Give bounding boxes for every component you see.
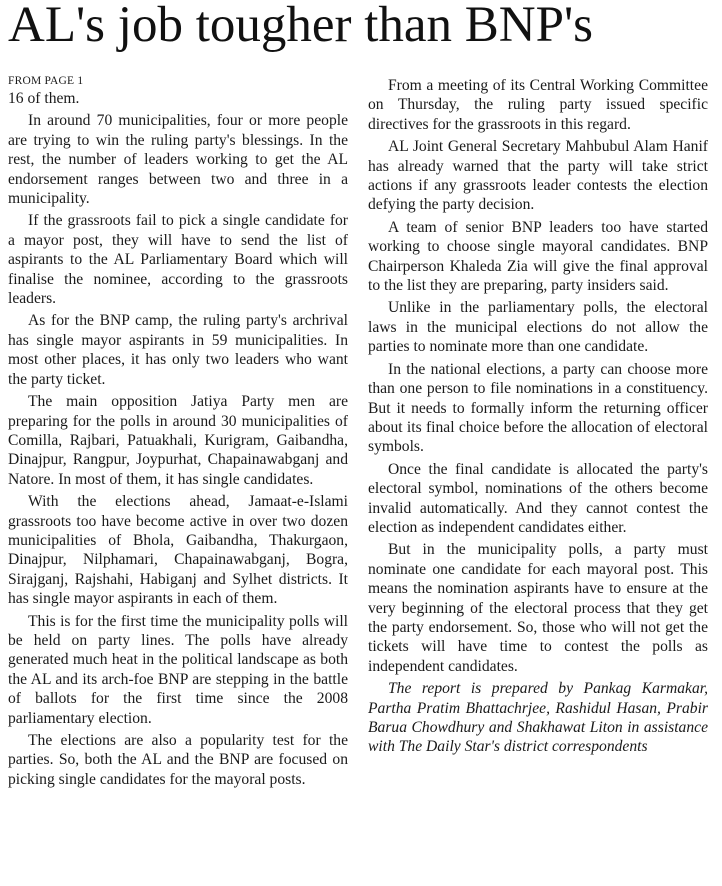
continuation-label: FROM PAGE 1	[8, 75, 84, 87]
paragraph: Unlike in the parliamentary polls, the electoral laws in the municipal elections do not allow the parties to nominate more than one candidate.	[368, 299, 708, 356]
paragraph: This is for the first time the municipality polls will be held on party lines. The polls have already generated much heat in the political landscape as both the AL and its arch-foe BNP are stepping in the battle of ballots for the first time since the 2008 parliamentary election.	[8, 612, 348, 727]
paragraph: The main opposition Jatiya Party men are preparing for the polls in around 30 municipalities of Comilla, Rajbari, Patuakhali, Kurigram, Gaibandha, Dinajpur, Rangpur, Joypurhat, Chapainawabganj and Natore. In most of them, it has single candidates.	[8, 393, 348, 488]
report-credit: The report is prepared by Pankag Karmakar, Partha Pratim Bhattachrjee, Rashidul Hasan, Prabir Barua Chowdhury and Shakhawat Liton in assistance with The Daily Star's district correspondents	[368, 680, 708, 756]
paragraph: AL Joint General Secretary Mahbubul Alam Hanif has already warned that the party will take strict actions if any grassroots leader contests the election defying the party decision.	[368, 138, 708, 214]
left-column	[8, 74, 348, 792]
right-column	[368, 76, 708, 760]
paragraph: If the grassroots fail to pick a single candidate for a mayor post, they will have to send the list of aspirants to the AL Parliamentary Board which will finalise the nominee, according to the grassroots leaders.	[8, 212, 348, 308]
paragraph: Once the final candidate is allocated the party's electoral symbol, nominations of the others become invalid automatically. And they cannot contest the election as independent candidates either.	[368, 460, 708, 536]
paragraph: As for the BNP camp, the ruling party's archrival has single mayor aspirants in 59 municipalities. In most other places, it has only two leaders who want the party ticket.	[8, 312, 348, 388]
headline: AL's job tougher than BNP's	[8, 0, 594, 53]
paragraph: A team of senior BNP leaders too have started working to choose single mayoral candidates. BNP Chairperson Khaleda Zia will give the final approval to the list they are preparing, party insiders said.	[368, 218, 708, 295]
paragraph: 16 of them.	[8, 90, 80, 107]
paragraph: With the elections ahead, Jamaat-e-Islami grassroots too have become active in over two dozen municipalities of Bhola, Gaibandha, Thakurgaon, Dinajpur, Nilphamari, Chapainawabganj, Bogra, Sirajganj, Rajshahi, Habiganj and Sylhet districts. It has single mayor aspirants in each of them.	[8, 493, 348, 608]
paragraph: In the national elections, a party can choose more than one person to file nominations in a constituency. But it needs to formally inform the returning officer about its final choice before the allocation of electoral symbols.	[368, 360, 708, 456]
paragraph: From a meeting of its Central Working Committee on Thursday, the ruling party issued specific directives for the grassroots in this regard.	[368, 77, 708, 133]
paragraph: The elections are also a popularity test for the parties. So, both the AL and the BNP are focused on picking single candidates for the mayoral posts.	[8, 732, 348, 788]
paragraph: In around 70 municipalities, four or more people are trying to win the ruling party's blessings. In the rest, the number of leaders working to get the AL endorsement ranges between two and three in a municipality.	[8, 112, 348, 208]
paragraph: But in the municipality polls, a party must nominate one candidate for each mayoral post. This means the nomination aspirants have to ensure at the very beginning of the electoral process that they get the party endorsement. So, those who will not get the tickets will have time to contest the polls as independent candidates.	[368, 541, 708, 675]
